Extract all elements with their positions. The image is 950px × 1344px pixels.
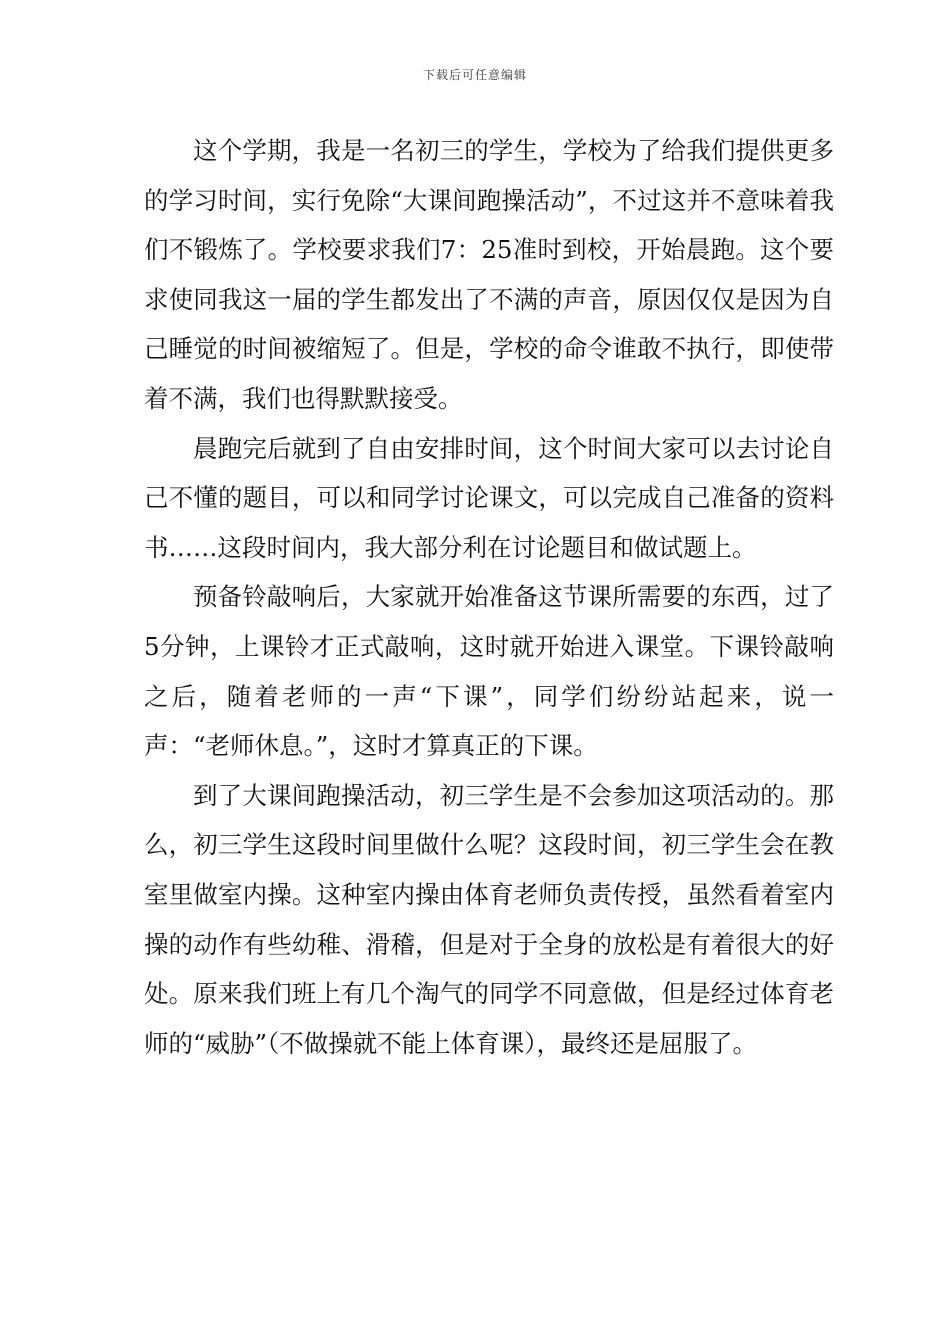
paragraph-1: 这个学期，我是一名初三的学生，学校为了给我们提供更多的学习时间，实行免除“大课间跑操活动”，不过这并不意味着我们不锻炼了。学校要求我们7：25准时到校，开始晨跑。这个要求使同我这一届的学生都发出了不满的声音，原因仅仅是因为自己睡觉的时间被缩短了。但是，学校的命令谁敢不执行，即使带着不满，我们也得默默接受。 (144, 136, 834, 413)
document-body (144, 126, 834, 1068)
page-header: 下载后可任意编辑 (422, 68, 527, 82)
paragraph-4: 到了大课间跑操活动，初三学生是不会参加这项活动的。那么，初三学生这段时间里做什么呢？这段时间，初三学生会在教室里做室内操。这种室内操由体育老师负责传授，虽然看着室内操的动作有些幼稚、滑稽，但是对于全身的放松是有着很大的好处。原来我们班上有几个淘气的同学不同意做，但是经过体育老师的“威胁”（不做操就不能上体育课），最终还是屈服了。 (144, 780, 834, 1058)
paragraph-2: 晨跑完后就到了自由安排时间，这个时间大家可以去讨论自己不懂的题目，可以和同学讨论课文，可以完成自己准备的资料书……这段时间内，我大部分利在讨论题目和做试题上。 (144, 433, 834, 562)
paragraph-3: 预备铃敲响后，大家就开始准备这节课所需要的东西，过了5分钟，上课铃才正式敲响，这时就开始进入课堂。下课铃敲响之后，随着老师的一声“下课”，同学们纷纷站起来，说一声：“老师休息。”，这时才算真正的下课。 (144, 582, 834, 761)
